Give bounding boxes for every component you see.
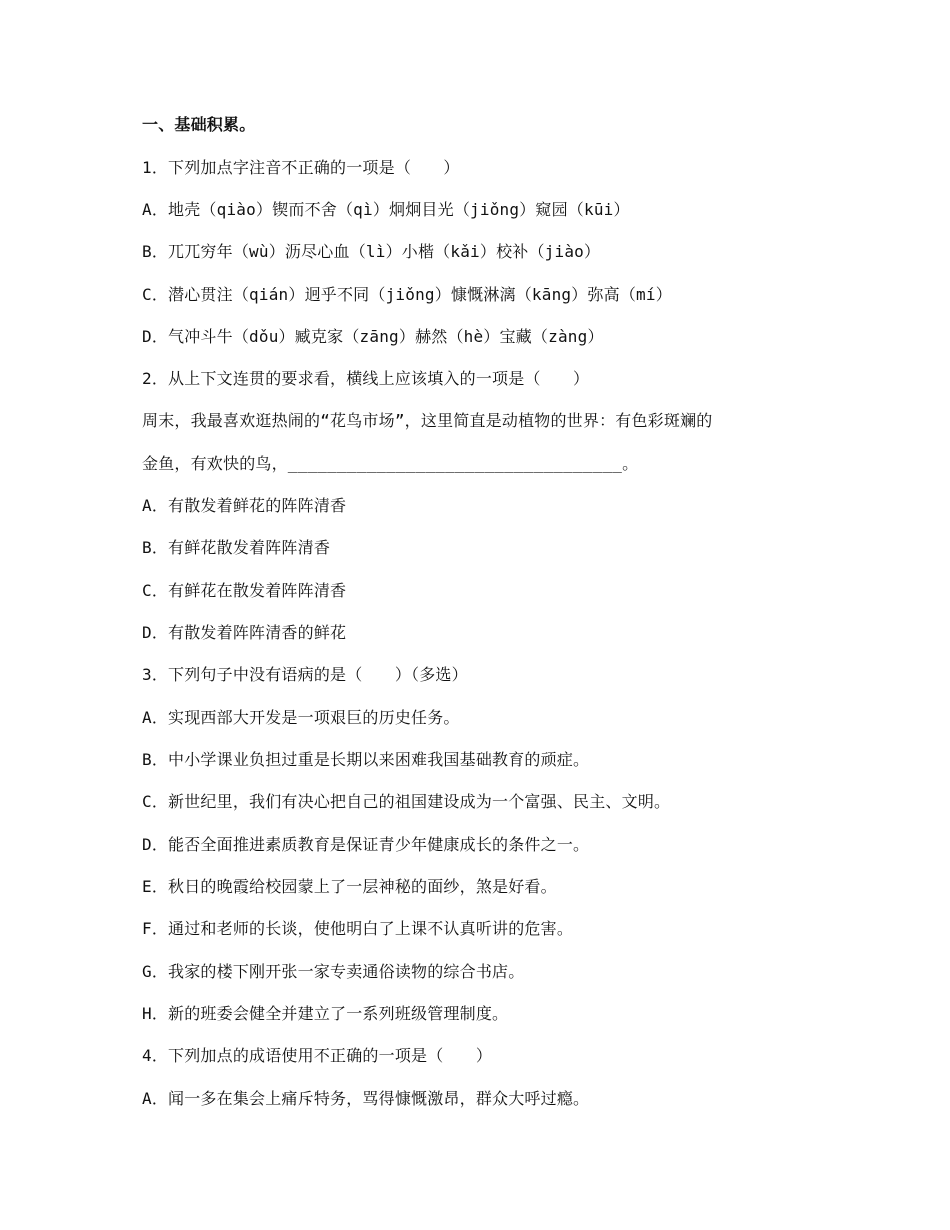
question-2-option-c: C．有鲜花在散发着阵阵清香 [142,581,347,600]
question-1-option-b: B．兀兀穷年（wù）沥尽心血（lì）小楷（kǎi）校补（jiào） [142,242,601,261]
question-2-option-a: A．有散发着鲜花的阵阵清香 [142,496,347,515]
question-4-stem: 4．下列加点的成语使用不正确的一项是（ ） [142,1046,493,1065]
question-1-option-a: A．地壳（qiào）锲而不舍（qì）炯炯目光（jiǒng）窥园（kūi） [142,200,630,219]
question-1-stem: 1．下列加点字注音不正确的一项是（ ） [142,158,460,177]
question-3-option-e: E．秋日的晚霞给校园蒙上了一层神秘的面纱，煞是好看。 [142,877,557,896]
question-3-option-b: B．中小学课业负担过重是长期以来困难我国基础教育的顽症。 [142,750,590,769]
question-2-option-b: B．有鲜花散发着阵阵清香 [142,538,331,557]
question-2-passage-line-2: 金鱼，有欢快的鸟，__________________________________。 [142,454,639,473]
question-2-passage-line-1: 周末，我最喜欢逛热闹的“花鸟市场”，这里简直是动植物的世界：有色彩斑斓的 [142,411,713,430]
question-3-option-d: D．能否全面推进素质教育是保证青少年健康成长的条件之一。 [142,835,590,854]
question-1-option-c: C．潜心贯注（qián）迥乎不同（jiǒng）慷慨淋漓（kāng）弥高（mí） [142,285,672,304]
question-4-option-a: A．闻一多在集会上痛斥特务，骂得慷慨激昂，群众大呼过瘾。 [142,1089,590,1108]
question-3-stem: 3．下列句子中没有语病的是（ ）（多选） [142,665,468,684]
question-3-option-g: G．我家的楼下刚开张一家专卖通俗读物的综合书店。 [142,962,525,981]
section-heading: 一、基础积累。 [142,115,256,134]
question-2-stem: 2．从上下文连贯的要求看，横线上应该填入的一项是（ ） [142,369,590,388]
question-3-option-h: H．新的班委会健全并建立了一系列班级管理制度。 [142,1004,509,1023]
question-3-option-f: F．通过和老师的长谈，使他明白了上课不认真听讲的危害。 [142,919,574,938]
question-3-option-a: A．实现西部大开发是一项艰巨的历史任务。 [142,708,460,727]
question-1-option-d: D．气冲斗牛（dǒu）臧克家（zāng）赫然（hè）宝藏（zàng） [142,327,604,346]
question-2-option-d: D．有散发着阵阵清香的鲜花 [142,623,347,642]
question-3-option-c: C．新世纪里，我们有决心把自己的祖国建设成为一个富强、民主、文明。 [142,792,671,811]
